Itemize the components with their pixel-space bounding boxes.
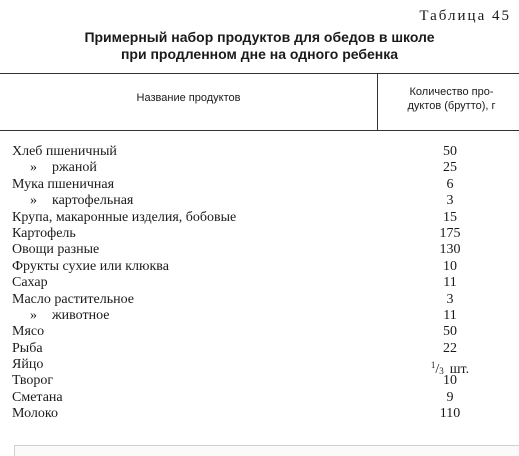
product-quantity: 10 [443,373,457,389]
product-quantity: 175 [439,225,461,241]
product-name [12,226,76,242]
product-name-text: Масло растительное [12,291,134,307]
table-row [0,357,519,378]
table-row [0,308,519,324]
header-column-divider [377,73,378,130]
product-name-text: Крупа, макаронные изделия, бобовые [12,209,237,225]
product-quantity: 9 [446,389,454,405]
table-row [0,160,519,176]
product-name [12,242,99,258]
product-name [12,390,63,406]
product-quantity: 11 [443,307,457,323]
column-header-quantity-line-2: дуктов (брутто), г [407,100,496,112]
product-name-text: Овощи разные [12,242,100,258]
bottom-edge-strip [14,445,519,456]
product-name [12,373,53,389]
fraction-numerator: 1 [430,360,436,371]
table-row [0,226,519,242]
product-name [12,210,236,226]
product-name-text: Сахар [12,275,48,291]
product-quantity: 25 [443,160,457,176]
table-row [0,210,519,226]
product-quantity: 50 [443,144,457,159]
ditto-mark: » [30,307,37,323]
product-name [12,341,43,357]
product-name [12,357,43,373]
product-name [12,144,117,160]
product-quantity: 22 [443,340,457,356]
product-name-text: Творог [12,373,54,389]
product-name-text: картофельная [52,193,134,209]
table-row [0,144,519,160]
table-row [0,341,519,357]
product-name [30,308,110,324]
product-quantity: 11 [443,275,457,291]
table-body [0,144,519,423]
header-bottom-rule [0,130,519,131]
table-row [0,242,519,258]
product-quantity: 3 [446,193,454,209]
product-name-text: Яйцо [12,357,44,373]
product-name-text: Картофель [12,225,76,241]
product-quantity: 6 [446,176,454,192]
product-quantity: 110 [439,406,461,422]
product-quantity: 15 [443,209,457,225]
product-name-text: Хлеб пшеничный [12,144,117,159]
ditto-mark: » [30,160,37,176]
product-name [12,177,114,193]
table-row [0,406,519,422]
column-header-name: Название продуктов [136,92,241,104]
table-row [0,275,519,291]
table-row [0,193,519,209]
product-quantity: 10 [443,258,457,274]
product-quantity: 50 [443,324,457,340]
product-name-text: ржаной [52,160,97,176]
table-title [0,29,519,63]
product-quantity: $^1/_3$ шт. [430,360,470,378]
product-name [12,292,134,308]
table-number: Таблица 45 [419,8,511,24]
header-top-rule [0,73,519,74]
product-name-text: Фрукты сухие или клюква [12,258,169,274]
product-name [12,324,44,340]
ditto-mark: » [30,193,37,209]
product-name-text: Рыба [12,340,43,356]
product-name-text: Мясо [12,324,45,340]
product-quantity: 3 [446,291,454,307]
product-name-text: Мука пшеничная [12,176,115,192]
column-header-quantity-line-1: Количество про- [409,86,494,98]
product-name [12,406,58,422]
column-header-quantity [384,85,519,113]
product-name-text: Сметана [12,389,63,405]
product-name [30,193,133,209]
title-line-2: при продленном дне на одного ребенка [120,46,399,62]
product-name-text: животное [52,307,110,323]
product-name [12,275,48,291]
table-row [0,292,519,308]
table-row [0,259,519,275]
product-quantity: 130 [439,242,461,258]
product-name [30,160,97,176]
title-line-1: Примерный набор продуктов для обедов в школе [84,29,435,45]
table-row [0,390,519,406]
product-name-text: Молоко [12,406,58,422]
table-row [0,324,519,340]
product-name [12,259,169,275]
quantity-unit: шт. [449,362,470,378]
fraction-denominator: 3 [439,366,444,377]
table-row [0,373,519,389]
table-row [0,177,519,193]
